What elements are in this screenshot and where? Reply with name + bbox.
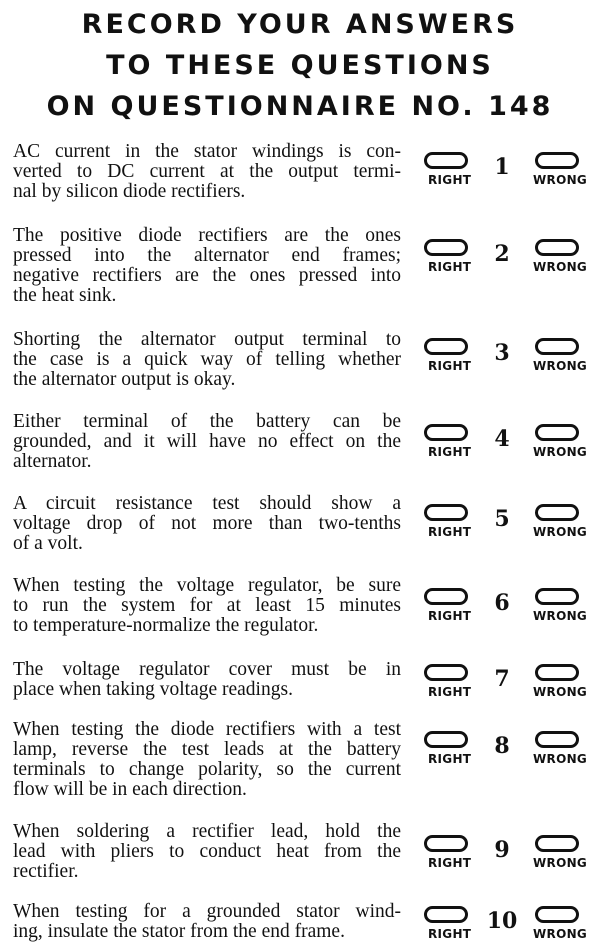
right-answer-oval[interactable] bbox=[424, 239, 468, 256]
right-answer-oval[interactable] bbox=[424, 152, 468, 169]
question-text-line: the alternator output is okay. bbox=[13, 369, 236, 390]
question-number: 7 bbox=[494, 666, 510, 692]
right-label: RIGHT bbox=[428, 927, 472, 941]
question-text-line: Either terminal of the battery can be bbox=[13, 411, 401, 432]
right-label: RIGHT bbox=[428, 445, 472, 459]
wrong-answer-oval[interactable] bbox=[535, 424, 579, 441]
header-line-1: RECORD YOUR ANSWERS bbox=[81, 9, 519, 40]
wrong-label: WRONG bbox=[533, 173, 588, 187]
wrong-label: WRONG bbox=[533, 685, 588, 699]
right-label: RIGHT bbox=[428, 260, 472, 274]
question-text-line: grounded, and it will have no effect on the bbox=[13, 431, 401, 452]
question-text-line: the heat sink. bbox=[13, 285, 117, 306]
question-text bbox=[13, 494, 401, 554]
question-text-line: ing, insulate the stator from the end frame. bbox=[13, 921, 345, 942]
question-text-line: lead with pliers to conduct heat from the bbox=[13, 841, 401, 862]
question-text-line: verted to DC current at the output termi- bbox=[13, 161, 401, 182]
right-answer-oval[interactable] bbox=[424, 504, 468, 521]
wrong-label: WRONG bbox=[533, 525, 588, 539]
right-label: RIGHT bbox=[428, 856, 472, 870]
question-text-line: lamp, reverse the test leads at the battery bbox=[13, 739, 401, 760]
question-text-line: to temperature-normalize the regulator. bbox=[13, 615, 319, 636]
wrong-answer-oval[interactable] bbox=[535, 588, 579, 605]
wrong-answer-oval[interactable] bbox=[535, 239, 579, 256]
question-number: 2 bbox=[494, 241, 510, 267]
right-label: RIGHT bbox=[428, 173, 472, 187]
wrong-label: WRONG bbox=[533, 609, 588, 623]
question-text-line: flow will be in each direction. bbox=[13, 779, 247, 800]
question-text-line: pressed into the alternator end frames; bbox=[13, 245, 401, 266]
wrong-label: WRONG bbox=[533, 445, 588, 459]
right-answer-oval[interactable] bbox=[424, 424, 468, 441]
question-text bbox=[13, 822, 401, 882]
right-answer-oval[interactable] bbox=[424, 906, 468, 923]
right-label: RIGHT bbox=[428, 609, 472, 623]
question-text bbox=[13, 720, 401, 800]
wrong-answer-oval[interactable] bbox=[535, 338, 579, 355]
right-answer-oval[interactable] bbox=[424, 835, 468, 852]
question-text-line: place when taking voltage readings. bbox=[13, 679, 293, 700]
question-text-line: Shorting the alternator output terminal to bbox=[13, 329, 401, 350]
wrong-answer-oval[interactable] bbox=[535, 152, 579, 169]
question-text-line: A circuit resistance test should show a bbox=[13, 493, 401, 514]
question-number: 8 bbox=[494, 733, 510, 759]
question-text-line: nal by silicon diode rectifiers. bbox=[13, 181, 246, 202]
question-text-line: the case is a quick way of telling whether bbox=[13, 349, 401, 370]
question-text-line: of a volt. bbox=[13, 533, 83, 554]
wrong-label: WRONG bbox=[533, 752, 588, 766]
right-label: RIGHT bbox=[428, 752, 472, 766]
wrong-answer-oval[interactable] bbox=[535, 504, 579, 521]
wrong-answer-oval[interactable] bbox=[535, 731, 579, 748]
wrong-answer-oval[interactable] bbox=[535, 906, 579, 923]
wrong-label: WRONG bbox=[533, 856, 588, 870]
question-text-line: alternator. bbox=[13, 451, 92, 472]
right-label: RIGHT bbox=[428, 685, 472, 699]
question-text bbox=[13, 142, 401, 202]
right-answer-oval[interactable] bbox=[424, 588, 468, 605]
wrong-answer-oval[interactable] bbox=[535, 835, 579, 852]
question-text-line: rectifier. bbox=[13, 861, 79, 882]
question-text-line: When soldering a rectifier lead, hold the bbox=[13, 821, 401, 842]
header-line-3: ON QUESTIONNAIRE NO. 148 bbox=[46, 91, 554, 122]
wrong-answer-oval[interactable] bbox=[535, 664, 579, 681]
right-answer-oval[interactable] bbox=[424, 338, 468, 355]
question-text-line: to run the system for at least 15 minutes bbox=[13, 595, 401, 616]
question-number: 9 bbox=[494, 837, 510, 863]
question-number: 3 bbox=[494, 340, 510, 366]
question-text bbox=[13, 902, 401, 942]
wrong-label: WRONG bbox=[533, 927, 588, 941]
right-answer-oval[interactable] bbox=[424, 664, 468, 681]
question-number: 6 bbox=[494, 590, 510, 616]
question-text-line: negative rectifiers are the ones pressed into bbox=[13, 265, 401, 286]
question-number: 10 bbox=[486, 908, 518, 934]
question-text-line: The voltage regulator cover must be in bbox=[13, 659, 401, 680]
question-text-line: AC current in the stator windings is con- bbox=[13, 141, 401, 162]
question-number: 4 bbox=[494, 426, 510, 452]
question-text bbox=[13, 330, 401, 390]
header-line-2: TO THESE QUESTIONS bbox=[106, 50, 494, 81]
question-text bbox=[13, 412, 401, 472]
question-text-line: When testing for a grounded stator wind- bbox=[13, 901, 401, 922]
question-text bbox=[13, 226, 401, 306]
question-text bbox=[13, 660, 401, 700]
question-number: 1 bbox=[494, 154, 510, 180]
question-text-line: The positive diode rectifiers are the ones bbox=[13, 225, 401, 246]
question-text-line: voltage drop of not more than two-tenths bbox=[13, 513, 401, 534]
questionnaire-header bbox=[0, 4, 600, 127]
question-text-line: When testing the diode rectifiers with a test bbox=[13, 719, 401, 740]
question-text-line: terminals to change polarity, so the current bbox=[13, 759, 401, 780]
wrong-label: WRONG bbox=[533, 359, 588, 373]
question-text bbox=[13, 576, 401, 636]
question-text-line: When testing the voltage regulator, be sure bbox=[13, 575, 401, 596]
question-number: 5 bbox=[494, 506, 510, 532]
right-label: RIGHT bbox=[428, 525, 472, 539]
wrong-label: WRONG bbox=[533, 260, 588, 274]
right-label: RIGHT bbox=[428, 359, 472, 373]
right-answer-oval[interactable] bbox=[424, 731, 468, 748]
